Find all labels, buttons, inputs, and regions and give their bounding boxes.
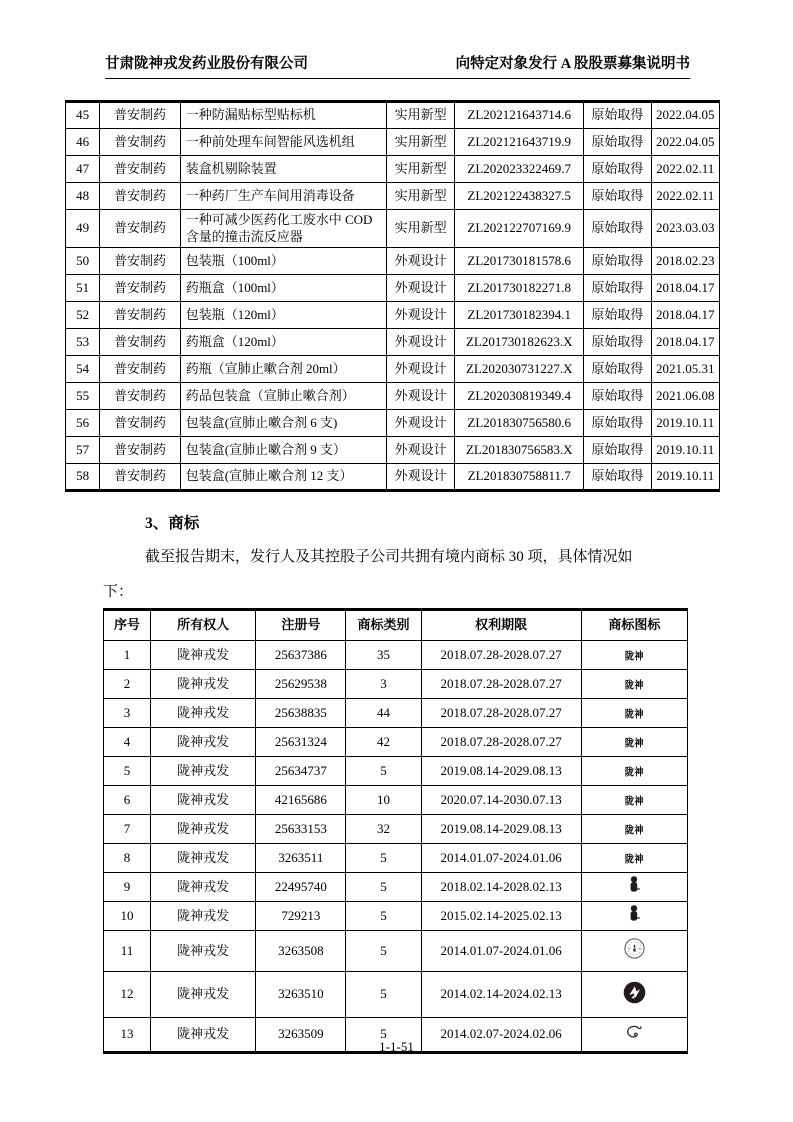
trademark-cell-category: 3 bbox=[346, 670, 421, 699]
trademark-cell-owner: 陇神戎发 bbox=[151, 844, 256, 873]
patent-cell-name: 包装盒(宣肺止嗽合剂 9 支） bbox=[180, 437, 386, 464]
trademark-cell-owner: 陇神戎发 bbox=[151, 728, 256, 757]
trademark-cell-icon bbox=[581, 873, 687, 902]
patent-cell-type: 外观设计 bbox=[386, 302, 454, 329]
patent-cell-no: 54 bbox=[66, 356, 100, 383]
patent-cell-owner: 普安制药 bbox=[100, 302, 180, 329]
trademark-table-row bbox=[104, 902, 688, 931]
patent-cell-date: 2018.04.17 bbox=[651, 329, 719, 356]
patent-cell-name: 一种可减少医药化工废水中 COD 含量的撞击流反应器 bbox=[180, 210, 386, 248]
trademark-cell-period: 2014.01.07-2024.01.06 bbox=[421, 931, 581, 972]
trademark-cell-icon bbox=[581, 670, 687, 699]
trademark-cell-no: 7 bbox=[104, 815, 151, 844]
col-header-index: 序号 bbox=[104, 610, 151, 641]
trademark-cell-icon bbox=[581, 641, 687, 670]
patent-cell-no: 58 bbox=[66, 464, 100, 491]
trademark-cell-reg_no: 25638835 bbox=[256, 699, 346, 728]
col-header-owner: 所有权人 bbox=[151, 610, 256, 641]
trademark-cell-category: 5 bbox=[346, 757, 421, 786]
trademark-cell-no: 4 bbox=[104, 728, 151, 757]
script-swirl-mark-icon bbox=[624, 1025, 645, 1040]
trademark-cell-owner: 陇神戎发 bbox=[151, 902, 256, 931]
patent-cell-method: 原始取得 bbox=[584, 102, 651, 129]
patent-table-row bbox=[66, 129, 720, 156]
trademark-cell-reg_no: 25629538 bbox=[256, 670, 346, 699]
longshen-text-mark-glyph: 陇神 bbox=[624, 824, 644, 836]
trademark-cell-period: 2018.07.28-2028.07.27 bbox=[421, 670, 581, 699]
patent-cell-date: 2018.04.17 bbox=[651, 275, 719, 302]
patent-table-row bbox=[66, 356, 720, 383]
patent-cell-method: 原始取得 bbox=[584, 248, 651, 275]
trademark-cell-reg_no: 25637386 bbox=[256, 641, 346, 670]
paragraph-line-2: 下： bbox=[103, 584, 134, 600]
trademark-cell-owner: 陇神戎发 bbox=[151, 757, 256, 786]
patent-cell-type: 外观设计 bbox=[386, 356, 454, 383]
patent-cell-number: ZL202121643714.6 bbox=[455, 102, 584, 129]
longshen-text-mark-glyph: 陇神 bbox=[624, 795, 644, 807]
patent-cell-number: ZL202122707169.9 bbox=[455, 210, 584, 248]
trademark-cell-owner: 陇神戎发 bbox=[151, 873, 256, 902]
trademark-table-row bbox=[104, 670, 688, 699]
trademark-cell-owner: 陇神戎发 bbox=[151, 786, 256, 815]
trademark-table-row bbox=[104, 699, 688, 728]
patent-cell-no: 50 bbox=[66, 248, 100, 275]
figure-seal-mark-icon bbox=[629, 905, 640, 922]
patent-cell-name: 包装瓶（100ml） bbox=[180, 248, 386, 275]
trademark-cell-reg_no: 3263511 bbox=[256, 844, 346, 873]
longshen-text-mark-icon bbox=[625, 709, 644, 720]
patent-table-row bbox=[66, 156, 720, 183]
patent-cell-date: 2022.04.05 bbox=[651, 129, 719, 156]
patent-cell-owner: 普安制药 bbox=[100, 129, 180, 156]
figure-seal-mark-icon bbox=[629, 876, 640, 893]
trademark-cell-owner: 陇神戎发 bbox=[151, 1018, 256, 1053]
patent-table-body bbox=[66, 102, 720, 491]
trademark-cell-no: 2 bbox=[104, 670, 151, 699]
trademark-cell-icon bbox=[581, 902, 687, 931]
trademark-cell-owner: 陇神戎发 bbox=[151, 699, 256, 728]
patent-cell-date: 2021.06.08 bbox=[651, 383, 719, 410]
longshen-text-mark-glyph: 陇神 bbox=[624, 679, 644, 691]
trademark-header-row bbox=[104, 610, 688, 641]
patent-table-row bbox=[66, 383, 720, 410]
patent-table-row bbox=[66, 210, 720, 248]
page-header bbox=[105, 52, 690, 73]
trademark-cell-period: 2018.07.28-2028.07.27 bbox=[421, 641, 581, 670]
patent-cell-no: 51 bbox=[66, 275, 100, 302]
trademark-cell-owner: 陇神戎发 bbox=[151, 670, 256, 699]
patent-cell-number: ZL201730182394.1 bbox=[455, 302, 584, 329]
trademark-cell-period: 2018.07.28-2028.07.27 bbox=[421, 728, 581, 757]
longshen-text-mark-icon bbox=[625, 767, 644, 778]
longshen-text-mark-glyph: 陇神 bbox=[624, 650, 644, 662]
trademark-cell-icon bbox=[581, 844, 687, 873]
patent-cell-no: 55 bbox=[66, 383, 100, 410]
patent-cell-method: 原始取得 bbox=[584, 183, 651, 210]
patent-cell-owner: 普安制药 bbox=[100, 210, 180, 248]
patent-cell-type: 外观设计 bbox=[386, 410, 454, 437]
patent-cell-name: 药品包装盒（宣肺止嗽合剂） bbox=[180, 383, 386, 410]
patent-cell-date: 2019.10.11 bbox=[651, 464, 719, 491]
trademark-cell-category: 5 bbox=[346, 902, 421, 931]
trademark-cell-category: 5 bbox=[346, 844, 421, 873]
patent-table bbox=[65, 100, 720, 492]
patent-cell-method: 原始取得 bbox=[584, 302, 651, 329]
patent-cell-method: 原始取得 bbox=[584, 275, 651, 302]
patent-table-row bbox=[66, 102, 720, 129]
patent-cell-owner: 普安制药 bbox=[100, 410, 180, 437]
patent-cell-method: 原始取得 bbox=[584, 464, 651, 491]
trademark-cell-category: 5 bbox=[346, 931, 421, 972]
trademark-cell-owner: 陇神戎发 bbox=[151, 972, 256, 1018]
patent-table-row bbox=[66, 464, 720, 491]
patent-cell-type: 实用新型 bbox=[386, 183, 454, 210]
trademark-cell-reg_no: 42165686 bbox=[256, 786, 346, 815]
trademark-cell-period: 2018.07.28-2028.07.27 bbox=[421, 699, 581, 728]
patent-cell-method: 原始取得 bbox=[584, 410, 651, 437]
trademark-table-body bbox=[104, 641, 688, 1053]
trademark-cell-icon bbox=[581, 757, 687, 786]
circular-stamp-mark-icon bbox=[624, 938, 645, 959]
patent-cell-no: 49 bbox=[66, 210, 100, 248]
trademark-cell-reg_no: 3263508 bbox=[256, 931, 346, 972]
patent-cell-owner: 普安制药 bbox=[100, 329, 180, 356]
patent-table-row bbox=[66, 410, 720, 437]
trademark-cell-period: 2020.07.14-2030.07.13 bbox=[421, 786, 581, 815]
trademark-cell-icon bbox=[581, 699, 687, 728]
patent-cell-date: 2018.04.17 bbox=[651, 302, 719, 329]
patent-cell-name: 药瓶（宣肺止嗽合剂 20ml） bbox=[180, 356, 386, 383]
trademark-cell-reg_no: 25631324 bbox=[256, 728, 346, 757]
patent-cell-method: 原始取得 bbox=[584, 156, 651, 183]
patent-cell-number: ZL201730182271.8 bbox=[455, 275, 584, 302]
patent-cell-date: 2022.04.05 bbox=[651, 102, 719, 129]
patent-table-row bbox=[66, 275, 720, 302]
patent-cell-type: 外观设计 bbox=[386, 329, 454, 356]
patent-table-row bbox=[66, 302, 720, 329]
trademark-table-row bbox=[104, 757, 688, 786]
patent-cell-method: 原始取得 bbox=[584, 129, 651, 156]
patent-cell-number: ZL202023322469.7 bbox=[455, 156, 584, 183]
patent-cell-name: 一种前处理车间智能风选机组 bbox=[180, 129, 386, 156]
trademark-cell-period: 2014.02.14-2024.02.13 bbox=[421, 972, 581, 1018]
patent-cell-owner: 普安制药 bbox=[100, 464, 180, 491]
patent-cell-date: 2021.05.31 bbox=[651, 356, 719, 383]
trademark-cell-reg_no: 3263509 bbox=[256, 1018, 346, 1053]
patent-cell-date: 2022.02.11 bbox=[651, 156, 719, 183]
patent-cell-owner: 普安制药 bbox=[100, 275, 180, 302]
patent-cell-no: 53 bbox=[66, 329, 100, 356]
trademark-cell-no: 10 bbox=[104, 902, 151, 931]
patent-table-row bbox=[66, 329, 720, 356]
patent-table-row bbox=[66, 248, 720, 275]
patent-cell-type: 实用新型 bbox=[386, 129, 454, 156]
patent-cell-date: 2018.02.23 bbox=[651, 248, 719, 275]
trademark-cell-period: 2019.08.14-2029.08.13 bbox=[421, 815, 581, 844]
trademark-cell-period: 2014.01.07-2024.01.06 bbox=[421, 844, 581, 873]
patent-cell-name: 包装盒(宣肺止嗽合剂 12 支） bbox=[180, 464, 386, 491]
patent-cell-number: ZL201830756583.X bbox=[455, 437, 584, 464]
trademark-cell-category: 5 bbox=[346, 972, 421, 1018]
trademark-cell-period: 2014.02.07-2024.02.06 bbox=[421, 1018, 581, 1053]
patent-cell-number: ZL202030819349.4 bbox=[455, 383, 584, 410]
patent-cell-number: ZL202121643719.9 bbox=[455, 129, 584, 156]
trademark-cell-no: 9 bbox=[104, 873, 151, 902]
patent-cell-no: 47 bbox=[66, 156, 100, 183]
trademark-cell-category: 32 bbox=[346, 815, 421, 844]
trademark-table-row bbox=[104, 786, 688, 815]
longshen-text-mark-icon bbox=[625, 651, 644, 662]
trademark-table-row bbox=[104, 641, 688, 670]
patent-cell-type: 外观设计 bbox=[386, 437, 454, 464]
col-header-category: 商标类别 bbox=[346, 610, 421, 641]
trademark-cell-reg_no: 25633153 bbox=[256, 815, 346, 844]
patent-cell-name: 装盒机剔除装置 bbox=[180, 156, 386, 183]
trademark-cell-owner: 陇神戎发 bbox=[151, 931, 256, 972]
patent-cell-owner: 普安制药 bbox=[100, 248, 180, 275]
trademark-cell-period: 2015.02.14-2025.02.13 bbox=[421, 902, 581, 931]
trademark-cell-category: 5 bbox=[346, 1018, 421, 1053]
patent-cell-owner: 普安制药 bbox=[100, 102, 180, 129]
trademark-cell-category: 5 bbox=[346, 873, 421, 902]
longshen-text-mark-icon bbox=[625, 825, 644, 836]
longshen-text-mark-glyph: 陇神 bbox=[624, 853, 644, 865]
longshen-text-mark-icon bbox=[625, 680, 644, 691]
patent-cell-owner: 普安制药 bbox=[100, 437, 180, 464]
dark-circle-bird-mark-icon bbox=[623, 981, 646, 1004]
patent-cell-owner: 普安制药 bbox=[100, 383, 180, 410]
patent-cell-method: 原始取得 bbox=[584, 437, 651, 464]
trademark-cell-category: 35 bbox=[346, 641, 421, 670]
trademark-table-row bbox=[104, 931, 688, 972]
trademark-cell-category: 10 bbox=[346, 786, 421, 815]
patent-cell-date: 2019.10.11 bbox=[651, 437, 719, 464]
patent-cell-method: 原始取得 bbox=[584, 383, 651, 410]
patent-cell-method: 原始取得 bbox=[584, 210, 651, 248]
patent-cell-no: 56 bbox=[66, 410, 100, 437]
patent-cell-name: 包装瓶（120ml） bbox=[180, 302, 386, 329]
trademark-cell-icon bbox=[581, 728, 687, 757]
trademark-table-row bbox=[104, 972, 688, 1018]
patent-cell-number: ZL202122438327.5 bbox=[455, 183, 584, 210]
patent-cell-type: 实用新型 bbox=[386, 156, 454, 183]
trademark-cell-icon bbox=[581, 972, 687, 1018]
patent-table-row bbox=[66, 183, 720, 210]
header-document-title: 向特定对象发行 A 股股票募集说明书 bbox=[455, 56, 690, 72]
patent-cell-type: 外观设计 bbox=[386, 383, 454, 410]
col-header-icon: 商标图标 bbox=[581, 610, 687, 641]
patent-cell-type: 外观设计 bbox=[386, 248, 454, 275]
patent-cell-owner: 普安制药 bbox=[100, 183, 180, 210]
patent-cell-type: 外观设计 bbox=[386, 275, 454, 302]
trademark-table-row bbox=[104, 815, 688, 844]
trademark-cell-reg_no: 22495740 bbox=[256, 873, 346, 902]
patent-cell-number: ZL201830756580.6 bbox=[455, 410, 584, 437]
patent-cell-no: 45 bbox=[66, 102, 100, 129]
patent-cell-owner: 普安制药 bbox=[100, 356, 180, 383]
trademark-cell-reg_no: 25634737 bbox=[256, 757, 346, 786]
patent-cell-name: 包装盒(宣肺止嗽合剂 6 支) bbox=[180, 410, 386, 437]
patent-cell-number: ZL201830758811.7 bbox=[455, 464, 584, 491]
patent-cell-number: ZL201730181578.6 bbox=[455, 248, 584, 275]
longshen-text-mark-glyph: 陇神 bbox=[624, 737, 644, 749]
trademark-table-row bbox=[104, 873, 688, 902]
page-number: 1-1-51 bbox=[379, 1039, 414, 1054]
col-header-regno: 注册号 bbox=[256, 610, 346, 641]
longshen-text-mark-icon bbox=[625, 796, 644, 807]
trademark-cell-no: 8 bbox=[104, 844, 151, 873]
patent-table-row bbox=[66, 437, 720, 464]
patent-cell-type: 外观设计 bbox=[386, 464, 454, 491]
patent-cell-method: 原始取得 bbox=[584, 356, 651, 383]
trademark-cell-no: 5 bbox=[104, 757, 151, 786]
trademark-cell-no: 1 bbox=[104, 641, 151, 670]
longshen-text-mark-glyph: 陇神 bbox=[624, 766, 644, 778]
patent-cell-no: 52 bbox=[66, 302, 100, 329]
patent-cell-date: 2019.10.11 bbox=[651, 410, 719, 437]
patent-cell-name: 药瓶盒（100ml） bbox=[180, 275, 386, 302]
trademark-cell-icon bbox=[581, 931, 687, 972]
trademark-cell-reg_no: 3263510 bbox=[256, 972, 346, 1018]
patent-cell-name: 药瓶盒（120ml） bbox=[180, 329, 386, 356]
trademark-cell-category: 42 bbox=[346, 728, 421, 757]
patent-cell-type: 实用新型 bbox=[386, 102, 454, 129]
patent-cell-no: 46 bbox=[66, 129, 100, 156]
trademark-cell-no: 6 bbox=[104, 786, 151, 815]
trademark-table-row bbox=[104, 844, 688, 873]
patent-cell-no: 48 bbox=[66, 183, 100, 210]
paragraph-line-1: 截至报告期末，发行人及其控股子公司共拥有境内商标 30 项，具体情况如 bbox=[145, 549, 633, 565]
trademark-cell-no: 13 bbox=[104, 1018, 151, 1053]
longshen-text-mark-icon bbox=[625, 854, 644, 865]
trademark-table bbox=[103, 608, 688, 1054]
trademark-cell-icon bbox=[581, 815, 687, 844]
patent-cell-number: ZL201730182623.X bbox=[455, 329, 584, 356]
patent-cell-name: 一种防漏贴标型贴标机 bbox=[180, 102, 386, 129]
header-company-name: 甘肃陇神戎发药业股份有限公司 bbox=[105, 56, 308, 72]
patent-cell-owner: 普安制药 bbox=[100, 156, 180, 183]
trademark-cell-category: 44 bbox=[346, 699, 421, 728]
trademark-cell-no: 3 bbox=[104, 699, 151, 728]
longshen-text-mark-icon bbox=[625, 738, 644, 749]
trademark-table-row bbox=[104, 728, 688, 757]
patent-cell-type: 实用新型 bbox=[386, 210, 454, 248]
trademark-cell-owner: 陇神戎发 bbox=[151, 641, 256, 670]
patent-cell-date: 2022.02.11 bbox=[651, 183, 719, 210]
trademark-cell-no: 11 bbox=[104, 931, 151, 972]
header-rule bbox=[105, 78, 690, 79]
patent-cell-method: 原始取得 bbox=[584, 329, 651, 356]
trademark-cell-reg_no: 729213 bbox=[256, 902, 346, 931]
trademark-cell-period: 2018.02.14-2028.02.13 bbox=[421, 873, 581, 902]
trademark-cell-icon bbox=[581, 786, 687, 815]
patent-cell-number: ZL202030731227.X bbox=[455, 356, 584, 383]
longshen-text-mark-glyph: 陇神 bbox=[624, 708, 644, 720]
trademark-cell-period: 2019.08.14-2029.08.13 bbox=[421, 757, 581, 786]
patent-cell-no: 57 bbox=[66, 437, 100, 464]
patent-cell-date: 2023.03.03 bbox=[651, 210, 719, 248]
trademark-cell-owner: 陇神戎发 bbox=[151, 815, 256, 844]
trademark-cell-no: 12 bbox=[104, 972, 151, 1018]
patent-cell-name: 一种药厂生产车间用消毒设备 bbox=[180, 183, 386, 210]
col-header-period: 权利期限 bbox=[421, 610, 581, 641]
section-heading: 3、商标 bbox=[145, 515, 200, 532]
